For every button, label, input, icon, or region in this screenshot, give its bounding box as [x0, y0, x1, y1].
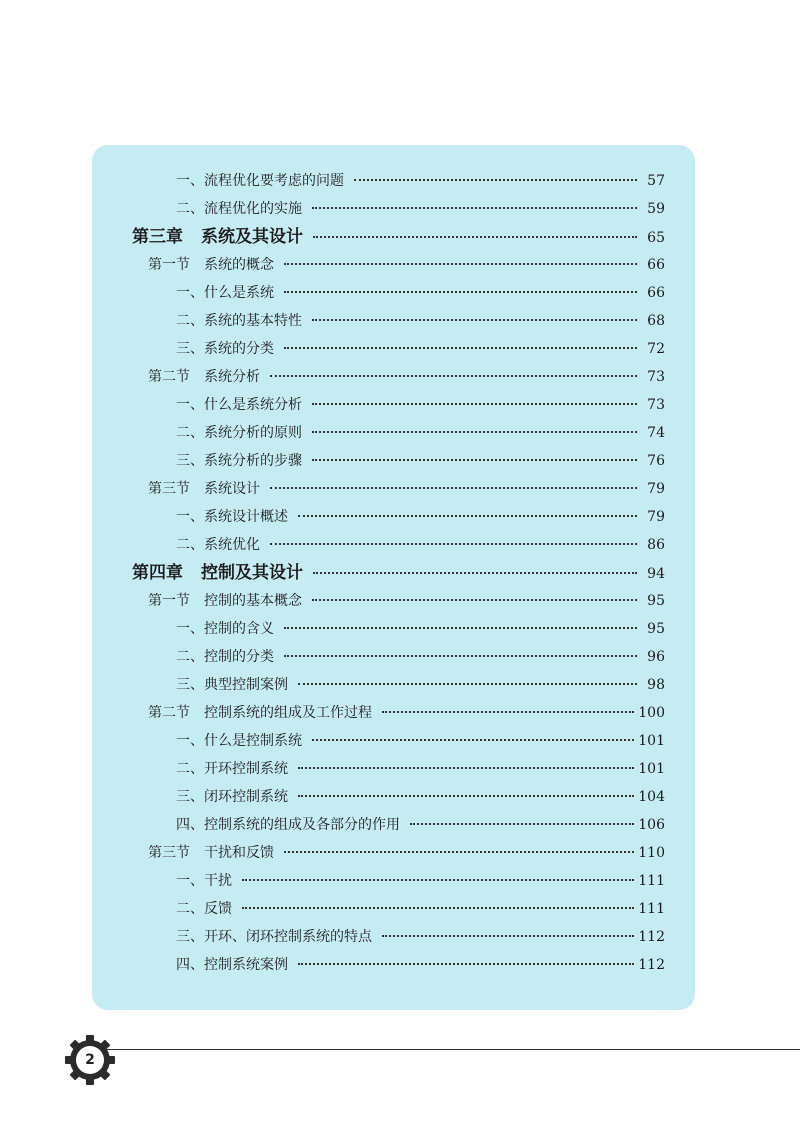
item-title: 一、什么是系统分析 — [176, 397, 302, 413]
toc-entry-title — [176, 760, 288, 778]
toc-entry-section[interactable] — [148, 480, 665, 498]
toc-entry-item[interactable] — [176, 760, 665, 778]
toc-entry-title — [176, 676, 288, 694]
dot-leader — [312, 403, 637, 405]
dot-leader — [312, 431, 637, 433]
toc-page-number: 104 — [638, 789, 665, 805]
toc-entry-item[interactable] — [176, 900, 665, 918]
dot-leader — [284, 655, 637, 657]
item-title: 三、系统的分类 — [176, 341, 274, 357]
toc-entry-item[interactable] — [176, 956, 665, 974]
toc-entry-item[interactable] — [176, 648, 665, 666]
toc-page-number: 111 — [638, 901, 665, 917]
toc-entry-section[interactable] — [148, 592, 665, 610]
toc-entry-title — [176, 956, 288, 974]
toc-page-number: 57 — [647, 173, 665, 189]
dot-leader — [284, 291, 637, 293]
toc-page-number: 68 — [647, 313, 665, 329]
dot-leader — [270, 375, 637, 377]
item-title: 二、系统分析的原则 — [176, 425, 302, 441]
toc-page-number: 65 — [647, 230, 665, 246]
section-title: 系统设计 — [204, 481, 260, 497]
toc-entry-title — [176, 928, 372, 946]
dot-leader — [298, 515, 637, 517]
dot-leader — [382, 935, 634, 937]
section-number: 第三节 — [148, 481, 190, 497]
toc-entry-item[interactable] — [176, 508, 665, 526]
toc-page-number: 72 — [647, 341, 665, 357]
toc-entry-title — [148, 592, 302, 610]
item-title: 二、系统优化 — [176, 537, 260, 553]
dot-leader — [270, 487, 637, 489]
toc-entry-title — [176, 424, 302, 442]
toc-entry-title — [176, 900, 232, 918]
toc-page-number: 79 — [647, 509, 665, 525]
section-title: 系统的概念 — [204, 257, 274, 273]
section-number: 第二节 — [148, 369, 190, 385]
footer-rule — [106, 1049, 800, 1050]
toc-page-number: 79 — [647, 481, 665, 497]
toc-entry-section[interactable] — [148, 256, 665, 274]
toc-entry-section[interactable] — [148, 704, 665, 722]
toc-entry-title — [148, 844, 274, 862]
item-title: 一、控制的含义 — [176, 621, 274, 637]
item-title: 二、反馈 — [176, 901, 232, 917]
toc-entry-item[interactable] — [176, 452, 665, 470]
toc-entry-title — [148, 704, 372, 722]
toc-page-number: 96 — [647, 649, 665, 665]
toc-entry-title — [148, 368, 260, 386]
toc-page-number: 74 — [647, 425, 665, 441]
toc-page-number: 112 — [638, 957, 665, 973]
dot-leader — [382, 711, 634, 713]
toc-entry-item[interactable] — [176, 340, 665, 358]
toc-page-number: 73 — [647, 397, 665, 413]
dot-leader — [354, 179, 637, 181]
toc-entry-title — [176, 340, 274, 358]
toc-page-number: 59 — [647, 201, 665, 217]
dot-leader — [284, 627, 637, 629]
dot-leader — [312, 459, 637, 461]
section-title: 控制的基本概念 — [204, 593, 302, 609]
toc-page-number: 66 — [647, 285, 665, 301]
toc-entry-title — [148, 256, 274, 274]
toc-entry-item[interactable] — [176, 200, 665, 218]
dot-leader — [313, 236, 637, 238]
toc-entry-item[interactable] — [176, 620, 665, 638]
item-title: 二、开环控制系统 — [176, 761, 288, 777]
dot-leader — [270, 543, 637, 545]
toc-entry-item[interactable] — [176, 816, 665, 834]
toc-entry-section[interactable] — [148, 368, 665, 386]
item-title: 三、典型控制案例 — [176, 677, 288, 693]
toc-entry-item[interactable] — [176, 396, 665, 414]
toc-entry-title — [176, 452, 302, 470]
item-title: 一、系统设计概述 — [176, 509, 288, 525]
dot-leader — [312, 207, 637, 209]
chapter-number: 第四章 — [132, 563, 183, 583]
toc-entry-title — [176, 620, 274, 638]
item-title: 一、什么是控制系统 — [176, 733, 302, 749]
toc-page-number: 110 — [638, 845, 665, 861]
toc-entry-item[interactable] — [176, 732, 665, 750]
dot-leader — [284, 263, 637, 265]
dot-leader — [298, 795, 634, 797]
dot-leader — [242, 907, 634, 909]
dot-leader — [410, 823, 634, 825]
toc-entry-item[interactable] — [176, 788, 665, 806]
toc-entry-title — [176, 312, 302, 330]
toc-entry-title — [176, 816, 400, 834]
toc-page-number: 66 — [647, 257, 665, 273]
toc-entry-title — [132, 228, 303, 246]
toc-entry-chapter[interactable] — [132, 564, 665, 583]
item-title: 一、干扰 — [176, 873, 232, 889]
toc-entry-item[interactable] — [176, 284, 665, 302]
chapter-title: 系统及其设计 — [201, 227, 303, 247]
toc-entry-item[interactable] — [176, 172, 665, 190]
page-number: 2 — [85, 1052, 95, 1068]
toc-page-number: 106 — [638, 817, 665, 833]
section-number: 第一节 — [148, 257, 190, 273]
dot-leader — [313, 572, 637, 574]
item-title: 二、控制的分类 — [176, 649, 274, 665]
item-title: 四、控制系统案例 — [176, 957, 288, 973]
toc-page-number: 76 — [647, 453, 665, 469]
toc-entry-title — [176, 200, 302, 218]
toc-entry-item[interactable] — [176, 424, 665, 442]
toc-page-number: 86 — [647, 537, 665, 553]
toc-page-number: 101 — [638, 761, 665, 777]
dot-leader — [298, 767, 634, 769]
item-title: 二、流程优化的实施 — [176, 201, 302, 217]
toc-entry-title — [176, 732, 302, 750]
toc-entry-section[interactable] — [148, 844, 665, 862]
toc-entry-title — [176, 172, 344, 190]
toc-entry-item[interactable] — [176, 676, 665, 694]
dot-leader — [284, 347, 637, 349]
toc-page-number: 112 — [638, 929, 665, 945]
toc-entry-title — [176, 788, 288, 806]
section-title: 系统分析 — [204, 369, 260, 385]
toc-entry-title — [176, 284, 274, 302]
item-title: 三、开环、闭环控制系统的特点 — [176, 929, 372, 945]
toc-page-number: 101 — [638, 733, 665, 749]
dot-leader — [284, 851, 634, 853]
toc-page-number: 98 — [647, 677, 665, 693]
section-number: 第三节 — [148, 845, 190, 861]
toc-page-number: 111 — [638, 873, 665, 889]
toc-entry-title — [176, 396, 302, 414]
toc-entry-title — [176, 648, 274, 666]
section-number: 第二节 — [148, 705, 190, 721]
dot-leader — [312, 319, 637, 321]
chapter-number: 第三章 — [132, 227, 183, 247]
section-number: 第一节 — [148, 593, 190, 609]
item-title: 二、系统的基本特性 — [176, 313, 302, 329]
toc-entry-item[interactable] — [176, 312, 665, 330]
toc-page-number: 94 — [647, 566, 665, 582]
dot-leader — [312, 739, 634, 741]
toc-entry-title — [176, 872, 232, 890]
toc-page-number: 73 — [647, 369, 665, 385]
toc-entry-title — [176, 536, 260, 554]
item-title: 三、系统分析的步骤 — [176, 453, 302, 469]
section-title: 干扰和反馈 — [204, 845, 274, 861]
toc-entry-item[interactable] — [176, 872, 665, 890]
chapter-title: 控制及其设计 — [201, 563, 303, 583]
toc-entry-item[interactable] — [176, 536, 665, 554]
dot-leader — [298, 683, 637, 685]
toc-page-number: 95 — [647, 621, 665, 637]
toc-entry-title — [132, 564, 303, 582]
dot-leader — [298, 963, 634, 965]
toc-page-number: 100 — [638, 705, 665, 721]
toc-entry-chapter[interactable] — [132, 228, 665, 247]
item-title: 一、什么是系统 — [176, 285, 274, 301]
item-title: 四、控制系统的组成及各部分的作用 — [176, 817, 400, 833]
toc-entry-title — [176, 508, 288, 526]
toc-page-number: 95 — [647, 593, 665, 609]
item-title: 一、流程优化要考虑的问题 — [176, 173, 344, 189]
dot-leader — [242, 879, 634, 881]
item-title: 三、闭环控制系统 — [176, 789, 288, 805]
dot-leader — [312, 599, 637, 601]
table-of-contents — [92, 145, 695, 1010]
toc-entry-title — [148, 480, 260, 498]
section-title: 控制系统的组成及工作过程 — [204, 705, 372, 721]
toc-entry-item[interactable] — [176, 928, 665, 946]
